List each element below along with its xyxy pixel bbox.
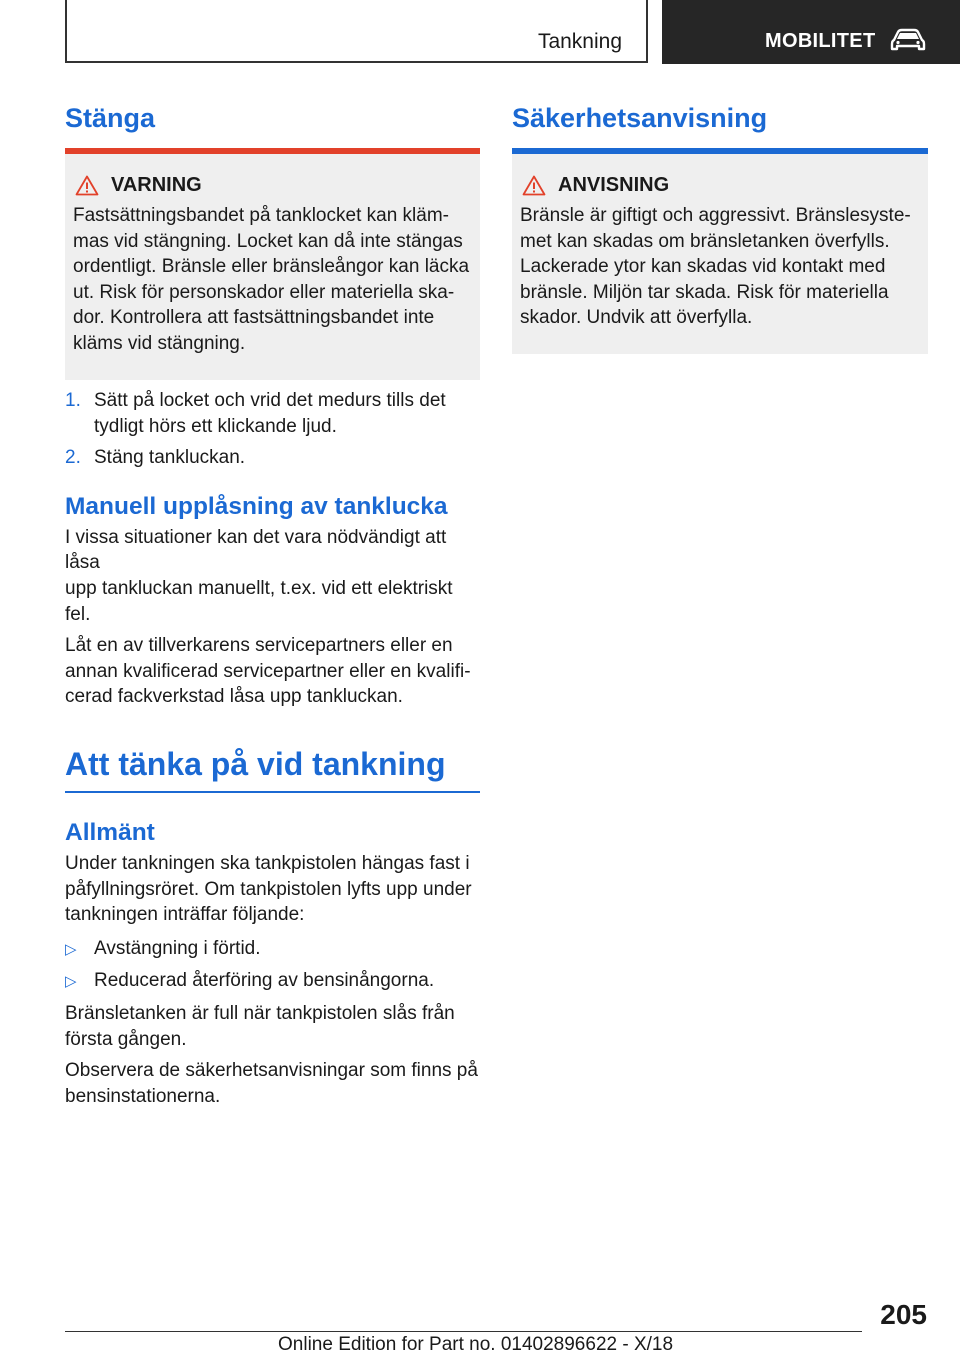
paragraph [65,851,480,928]
bullet-item [65,968,480,995]
warning-line: mas vid stängning. Locket kan då inte stängas [73,230,463,252]
notice-line: Bränsle är giftigt och aggressivt. Bränslesyste- [520,205,911,226]
steps-list [65,388,480,471]
bullet-triangle-icon: ▷ [65,973,77,991]
notice-label: ANVISNING [558,174,670,196]
header-chapter-label: MOBILITET [765,30,876,52]
warning-line: kläms vid stängning. [73,332,246,354]
paragraph-line: Under tankningen ska tankpistolen hängas fast i [65,852,470,874]
page-number: 205 [880,1299,927,1330]
paragraph-line: Låt en av tillverkarens servicepartners eller en [65,635,453,657]
warning-text [73,203,472,357]
notice-box [512,154,928,354]
notice-line: bränsle. Miljön tar skada. Risk för materiella [520,281,889,303]
step-number: 2. [65,447,81,469]
section-title-stanga: Stänga [65,103,156,133]
step-number: 1. [65,390,81,411]
paragraph-line: cerad fackverkstad låsa upp tankluckan. [65,686,403,708]
paragraph-line: upp tankluckan manuellt, t.ex. vid ett elektriskt [65,577,453,599]
chapter-title-att-tanka: Att tänka på vid tankning [65,745,446,782]
notice-line: met kan skadas om bränsletanken överfylls. [520,230,890,252]
paragraph [65,525,480,627]
paragraph [65,1058,480,1109]
warning-triangle-icon [75,175,99,196]
warning-box [65,154,480,380]
paragraph-line: första gången. [65,1028,187,1050]
notice-line: Lackerade ytor kan skadas vid kontakt med [520,256,886,278]
section-title-sakerhet: Säkerhetsanvisning [512,103,768,133]
notice-line: skador. Undvik att överfylla. [520,307,753,329]
paragraph [65,633,480,710]
chapter-title-rule [65,791,480,793]
paragraph-line: tankningen inträffar följande: [65,904,305,926]
warning-heading [73,174,472,197]
section-title-allmant: Allmänt [65,818,155,846]
paragraph-line: fel. [65,603,91,625]
footer-rule [65,1331,862,1332]
bullet-text: Avstängning i förtid. [94,937,261,959]
header-section-title: Tankning [537,30,622,53]
header-chapter-tab[interactable] [662,0,960,64]
notice-text [520,203,920,331]
header-section-box [65,0,648,63]
step-item [65,388,480,439]
warning-label: VARNING [111,174,202,196]
paragraph [65,1001,480,1052]
paragraph-line: bensinstationerna. [65,1085,221,1107]
paragraph-line: Bränsletanken är full när tankpistolen slås från [65,1002,455,1024]
section-title-manuell: Manuell upplåsning av tanklucka [65,492,448,520]
warning-line: ut. Risk för personskador eller materiella ska- [73,281,455,303]
paragraph-line: annan kvalificerad servicepartner eller en kvalifi- [65,660,471,682]
warning-line: ordentligt. Bränsle eller bränsleångor kan läcka [73,256,470,278]
step-text: tydligt hörs ett klickande ljud. [94,415,337,437]
warning-line: Fastsättningsbandet på tanklocket kan kläm- [73,205,449,226]
right-column [512,103,928,354]
paragraph-line: påfyllningsröret. Om tankpistolen lyfts upp under [65,878,472,900]
bullet-text: Reducerad återföring av bensinångorna. [94,970,435,992]
bullet-item [65,936,480,963]
bullet-triangle-icon: ▷ [65,940,77,958]
bullet-list [65,936,480,995]
warning-line: dor. Kontrollera att fastsättningsbandet inte [73,307,435,329]
paragraph-line: I vissa situationer kan det vara nödvändigt att låsa [65,526,447,574]
notice-heading [520,174,920,197]
step-text: Stäng tankluckan. [94,447,246,469]
car-icon [890,27,926,53]
paragraph-line: Observera de säkerhetsanvisningar som finns på [65,1060,478,1082]
step-item [65,445,480,471]
step-text: Sätt på locket och vrid det medurs tills det [94,390,446,411]
left-column [65,103,480,1109]
footer-edition: Online Edition for Part no. 01402896622 - X/18 [278,1334,674,1355]
warning-triangle-icon [522,175,546,196]
